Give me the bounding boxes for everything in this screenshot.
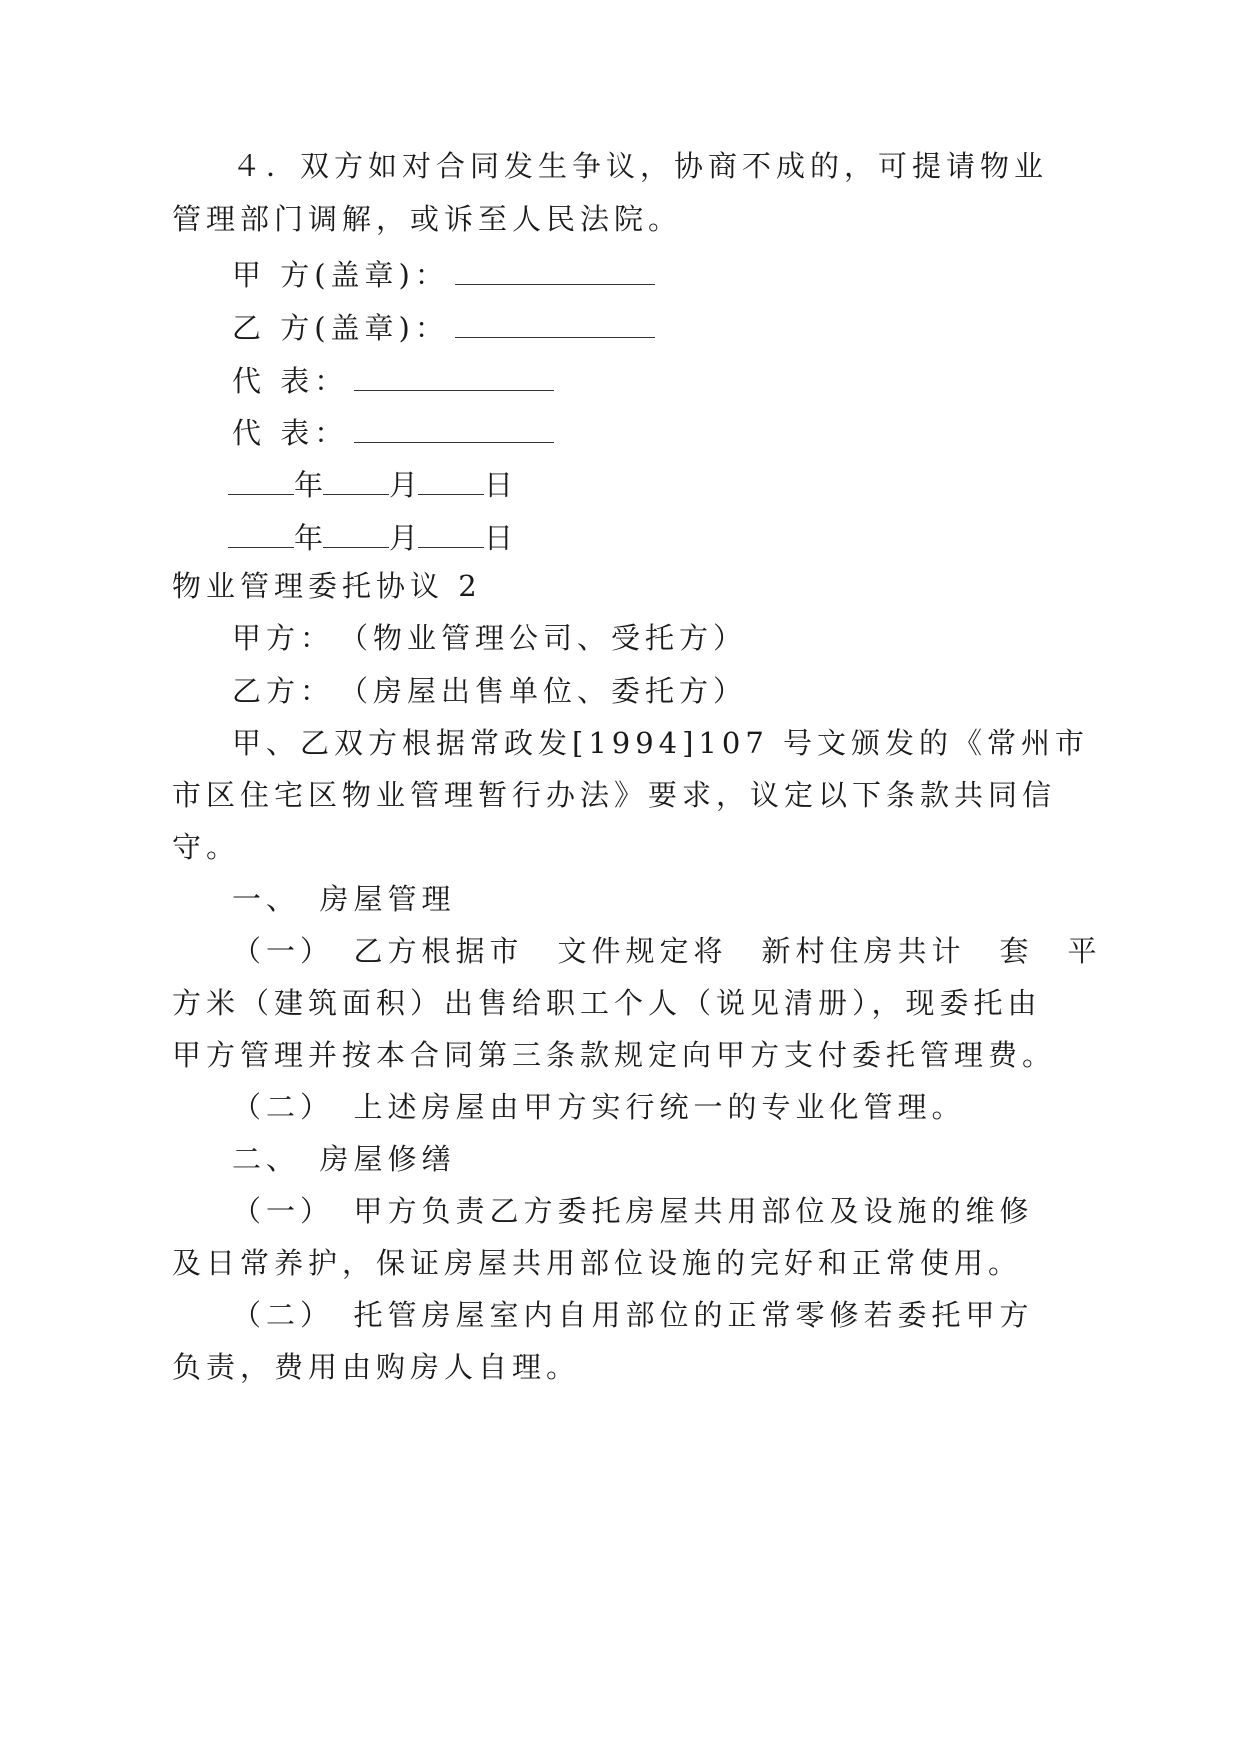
rep-a-blank [354,364,554,391]
month-label: 月 [389,521,419,555]
month-blank [323,468,389,495]
intro-line-3: 守。 [172,830,241,864]
party-b-seal-label: 乙 方(盖章)： [232,311,449,345]
intro-line-1: 甲、乙双方根据常政发[1994]107 号文颁发的《常州市 [232,726,1090,760]
month-blank [323,521,389,548]
year-label: 年 [294,468,324,502]
agreement-2-title: 物业管理委托协议 2 [172,569,482,603]
section-1-item-1-line-3: 甲方管理并按本合同第三条款规定向甲方支付委托管理费。 [172,1038,1057,1072]
section-2-item-2-line-1: （二） 托管房屋室内自用部位的正常零修若委托甲方 [232,1298,1034,1332]
intro-line-2: 市区住宅区物业管理暂行办法》要求，议定以下条款共同信 [172,778,1057,812]
party-a-seal-line [232,258,655,290]
year-blank [228,468,294,495]
section-1-title: 一、 房屋管理 [232,882,456,916]
clause-4-line-2: 管理部门调解，或诉至人民法院。 [172,202,683,236]
day-label: 日 [484,521,514,555]
section-2-item-1-line-2: 及日常养护，保证房屋共用部位设施的完好和正常使用。 [172,1246,1023,1280]
rep-b-label: 代 表： [232,416,349,450]
day-blank [418,521,484,548]
section-1-item-1-line-2: 方米（建筑面积）出售给职工个人（说见清册），现委托由 [172,986,1042,1020]
party-b-line: 乙方： （房屋出售单位、委托方） [232,674,748,708]
day-label: 日 [484,468,514,502]
section-2-item-2-line-2: 负责，费用由购房人自理。 [172,1350,581,1384]
section-2-item-1-line-1: （一） 甲方负责乙方委托房屋共用部位及设施的维修 [232,1194,1034,1228]
rep-b-blank [354,416,554,443]
rep-a-label: 代 表： [232,364,349,398]
section-1-item-2: （二） 上述房屋由甲方实行统一的专业化管理。 [232,1090,966,1124]
year-label: 年 [294,521,324,555]
party-a-line: 甲方： （物业管理公司、受托方） [232,621,748,655]
section-1-item-1-line-1: （一） 乙方根据市 文件规定将 新村住房共计 套 平 [232,934,1102,968]
party-b-seal-blank [455,311,655,338]
year-blank [228,521,294,548]
section-2-title: 二、 房屋修缮 [232,1142,456,1176]
month-label: 月 [389,468,419,502]
clause-4-line-1: ４．双方如对合同发生争议，协商不成的，可提请物业 [232,149,1049,183]
day-blank [418,468,484,495]
party-a-seal-label: 甲 方(盖章)： [232,258,449,292]
party-b-seal-line [232,311,655,343]
date-line-a [228,468,513,500]
date-line-b [228,521,513,553]
party-a-seal-blank [455,258,655,285]
rep-a-line [232,364,554,396]
rep-b-line [232,416,554,448]
